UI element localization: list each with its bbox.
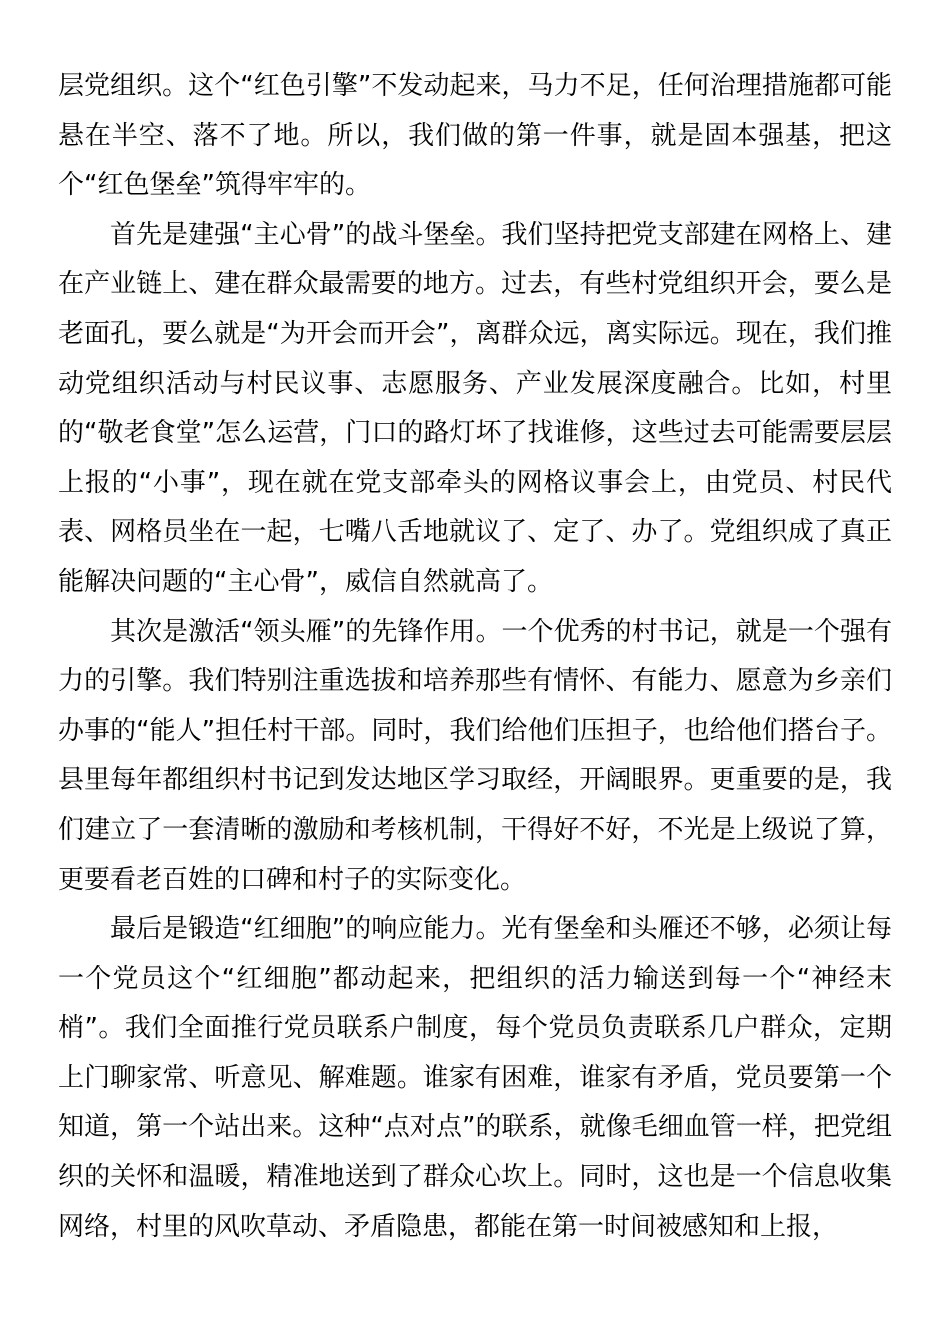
paragraph-4: 最后是锻造“红细胞”的响应能力。光有堡垒和头雁还不够，必须让每一个党员这个“红细胞”都动起来，把组织的活力输送到每一个“神经末梢”。我们全面推行党员联系户制度，每个党员负责联系几户群众，定期上门聊家常、听意见、解难题。谁家有困难，谁家有矛盾，党员要第一个知道，第一个站出来。这种“点对点”的联系，就像毛细血管一样，把党组织的关怀和温暖，精准地送到了群众心坎上。同时，这也是一个信息收集网络，村里的风吹草动、矛盾隐患，都能在第一时间被感知和上报， <box>58 914 892 1242</box>
paragraph-3: 其次是激活“领头雁”的先锋作用。一个优秀的村书记，就是一个强有力的引擎。我们特别注重选拔和培养那些有情怀、有能力、愿意为乡亲们办事的“能人”担任村干部。同时，我们给他们压担子，也给他们搭台子。县里每年都组织村书记到发达地区学习取经，开阔眼界。更重要的是，我们建立了一套清晰的激励和考核机制，干得好不好，不光是上级说了算，更要看老百姓的口碑和村子的实际变化。 <box>58 616 892 895</box>
paragraph-1: 层党组织。这个“红色引擎”不发动起来，马力不足，任何治理措施都可能悬在半空、落不了地。所以，我们做的第一件事，就是固本强基，把这个“红色堡垒”筑得牢牢的。 <box>58 71 892 201</box>
paragraph-2: 首先是建强“主心骨”的战斗堡垒。我们坚持把党支部建在网格上、建在产业链上、建在群众最需要的地方。过去，有些村党组织开会，要么是老面孔，要么就是“为开会而开会”，离群众远，离实际远。现在，我们推动党组织活动与村民议事、志愿服务、产业发展深度融合。比如，村里的“敬老食堂”怎么运营，门口的路灯坏了找谁修，这些过去可能需要层层上报的“小事”，现在就在党支部牵头的网格议事会上，由党员、村民代表、网格员坐在一起，七嘴八舌地就议了、定了、办了。党组织成了真正能解决问题的“主心骨”，威信自然就高了。 <box>58 219 892 597</box>
document-page <box>58 62 892 1252</box>
